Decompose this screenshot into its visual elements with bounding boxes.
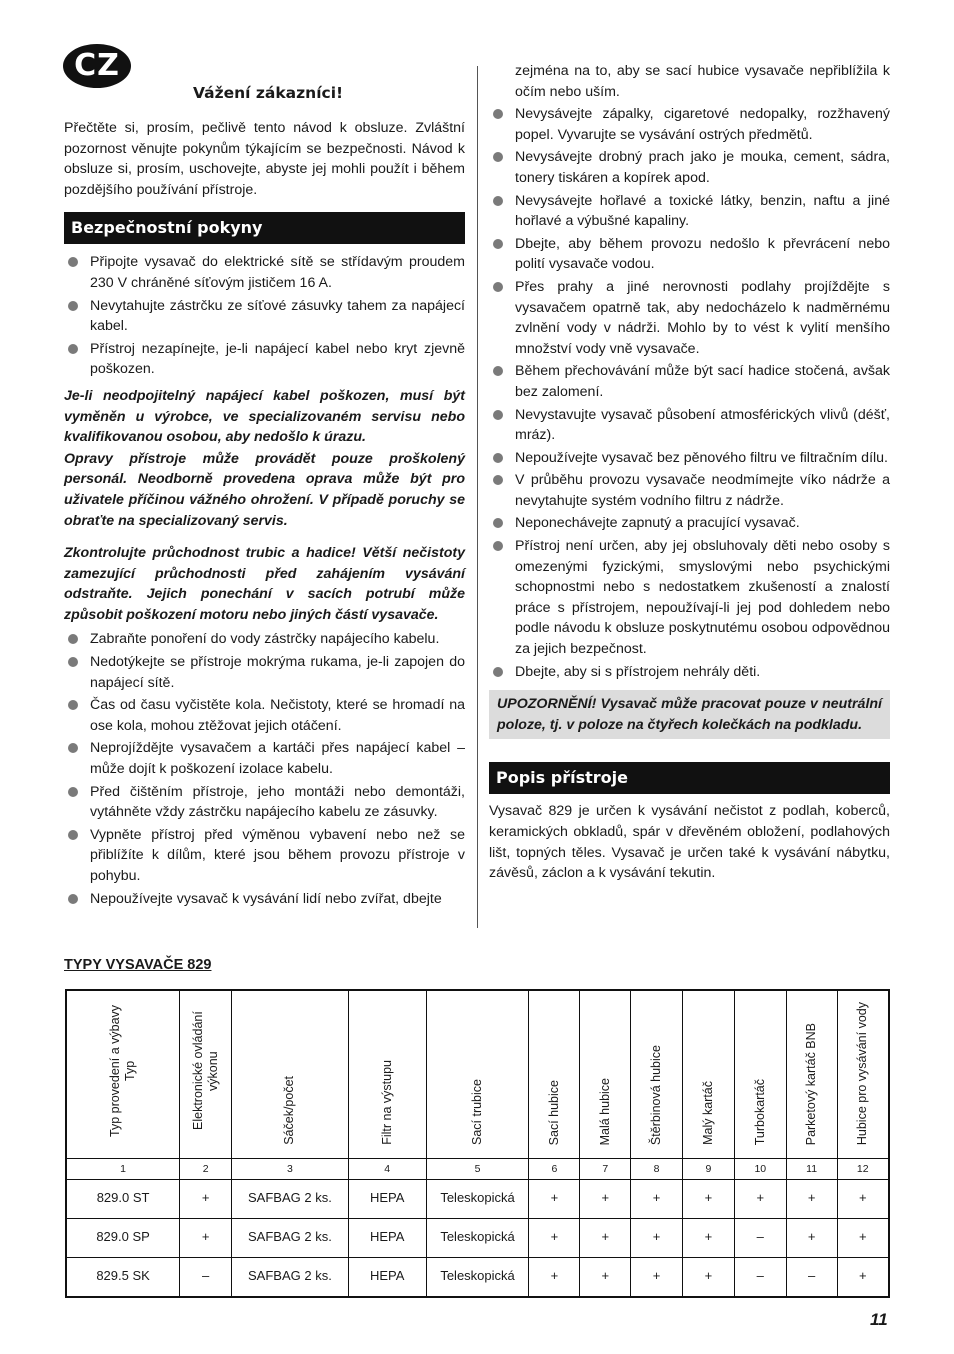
column-header-label: Turbokartáč: [752, 1078, 767, 1145]
bullet-item: Přístroj není určen, aby jej obsluhovaly děti nebo osoby s omezenými fyzickými, smyslovými nebo psychickými schopnostmi nebo s nedostatkem zkušeností a znalostí práce s přístrojem, nepoužívají-li jej pod dohledem nebo podle návodu k obsluze poskytnutému osobou odpovědnou za jejich bezpečnost.: [489, 536, 890, 660]
table-cell: +: [529, 1257, 580, 1297]
table-cell: +: [631, 1218, 683, 1257]
table-cell: –: [734, 1257, 786, 1297]
warning-cable: Je-li neodpojitelný napájecí kabel poškozen, musí být vyměněn u výrobce, ve specializovaném servisu nebo kvalifikovanou osobou, aby nedošlo k úrazu.: [64, 387, 465, 446]
table-cell: 829.5 SK: [66, 1257, 180, 1297]
bullet-item: Připojte vysavač do elektrické sítě se střídavým proudem 230 V chráněné síťovým jističem 16 A.: [64, 252, 465, 293]
table-cell: +: [837, 1257, 889, 1297]
column-divider: [477, 66, 478, 928]
safety-list-2: [64, 629, 465, 909]
bullet-item: Zabraňte ponoření do vody zástrčky napájecího kabelu.: [64, 629, 465, 650]
table-cell: HEPA: [348, 1257, 426, 1297]
column-header: [426, 990, 529, 1158]
table-cell: +: [180, 1179, 232, 1218]
table-cell: SAFBAG 2 ks.: [232, 1179, 349, 1218]
description-text: Vysavač 829 je určen k vysávání nečistot z podlah, koberců, keramických obkladů, spár v dřevěném obložení, podlahových lišt, topných těles. Vysavač je určen také k vysávání nábytku, závěsů, záclon a k vysávání tekutin.: [489, 803, 890, 882]
bullet-item: Neponechávejte zapnutý a pracující vysavač.: [489, 513, 890, 534]
column-number: 1: [66, 1158, 180, 1179]
table-row: [66, 1179, 889, 1218]
table-cell: –: [180, 1257, 232, 1297]
column-header: [348, 990, 426, 1158]
table-cell: HEPA: [348, 1179, 426, 1218]
bullet-item: Vypněte přístroj před výměnou vybavení nebo než se přiblížíte k dílům, které jsou během provozu přístroje v pohybu.: [64, 825, 465, 887]
column-header: [580, 990, 631, 1158]
column-header-label: Filtr na výstupu: [379, 1060, 394, 1145]
safety-list-3: [489, 104, 890, 682]
table-cell: +: [683, 1218, 735, 1257]
column-number: 10: [734, 1158, 786, 1179]
column-header-label: Hubice pro vysávání vody: [855, 1001, 870, 1145]
column-number: 5: [426, 1158, 529, 1179]
column-header: [180, 990, 232, 1158]
table-cell: +: [683, 1179, 735, 1218]
column-header: [683, 990, 735, 1158]
table-cell: Teleskopická: [426, 1257, 529, 1297]
column-header-label: Typ provedení a výbavy Typ: [108, 1004, 138, 1138]
table-cell: +: [786, 1179, 837, 1218]
column-header-label: Malý kartáč: [700, 1081, 715, 1145]
bullet-item: V průběhu provozu vysavače neodmímejte víko nádrže a nevytahujte systém vodního filtru z nádrže.: [489, 470, 890, 511]
column-number: 7: [580, 1158, 631, 1179]
bullet-item: Přes prahy a jiné nerovnosti podlahy projíždějte s vysavačem opatrně tak, aby nedocházelo k nadměrnému zvlnění vody v nádrži. Mohlo by to vést k vylití menšího množství vody vně vysavače.: [489, 277, 890, 359]
bullet-item: Nedotýkejte se přístroje mokrýma rukama, je-li zapojen do napájecí sítě.: [64, 652, 465, 693]
bullet-item: Čas od času vyčistěte kola. Nečistoty, které se hromadí na ose kola, mohou ztěžovat jejich otáčení.: [64, 695, 465, 736]
column-header-label: Malá hubice: [597, 1077, 612, 1145]
column-header-label: Sací trubice: [470, 1078, 485, 1145]
bullet-item: Během přechovávání může být sací hadice stočená, avšak bez zalomení.: [489, 361, 890, 402]
table-cell: Teleskopická: [426, 1179, 529, 1218]
table-cell: 829.0 SP: [66, 1218, 180, 1257]
bullet-item: Nevysávejte zápalky, cigaretové nedopalky, rozžhavený popel. Vyvarujte se vysávání ostrých předmětů.: [489, 104, 890, 145]
warning-note: UPOZORNĚNÍ! Vysavač může pracovat pouze v neutrální poloze, tj. v poloze na čtyřech kolečkách na podkladu.: [489, 690, 890, 739]
column-number: 4: [348, 1158, 426, 1179]
models-table: [65, 989, 890, 1298]
column-header: [837, 990, 889, 1158]
bullet-item: Nepoužívejte vysavač k vysávání lidí nebo zvířat, dbejte: [64, 889, 465, 910]
column-number: 9: [683, 1158, 735, 1179]
column-header-label: Parketový kartáč BNB: [804, 1022, 819, 1145]
table-cell: +: [529, 1179, 580, 1218]
column-header-label: Sací hubice: [546, 1079, 561, 1145]
column-number: 11: [786, 1158, 837, 1179]
table-cell: +: [837, 1179, 889, 1218]
table-cell: HEPA: [348, 1218, 426, 1257]
table-cell: –: [786, 1257, 837, 1297]
intro-text: Přečtěte si, prosím, pečlivě tento návod k obsluze. Zvláštní pozornost věnujte pokynům týkajícím se bezpečnosti. Návod k obsluze si, prosím, uschovejte, abyste jej mohli použít i během pozdějšího používání přístroje.: [64, 120, 465, 198]
column-header: [786, 990, 837, 1158]
column-header: [232, 990, 349, 1158]
table-cell: 829.0 ST: [66, 1179, 180, 1218]
column-header: [734, 990, 786, 1158]
language-badge: CZ: [63, 44, 131, 88]
column-number: 8: [631, 1158, 683, 1179]
table-cell: SAFBAG 2 ks.: [232, 1257, 349, 1297]
table-cell: +: [683, 1257, 735, 1297]
bullet-item: Dbejte, aby si s přístrojem nehrály děti.: [489, 662, 890, 683]
table-cell: +: [786, 1218, 837, 1257]
column-number: 12: [837, 1158, 889, 1179]
bullet-item: Neprojíždějte vysavačem a kartáči přes napájecí kabel – může dojít k poškození izolace kabelu.: [64, 738, 465, 779]
table-cell: +: [529, 1218, 580, 1257]
column-header: [631, 990, 683, 1158]
bullet-item: Před čištěním přístroje, jeho montáži nebo demontáži, vytáhněte vždy zástrčku napájecího kabelu ze zásuvky.: [64, 782, 465, 823]
bullet-item: Nevysávejte hořlavé a toxické látky, benzin, naftu a jiné hořlavé a výbušné kapaliny.: [489, 191, 890, 232]
safety-section-title: Bezpečnostní pokyny: [64, 212, 465, 244]
table-cell: +: [580, 1257, 631, 1297]
column-number: 3: [232, 1158, 349, 1179]
table-cell: +: [734, 1179, 786, 1218]
bullet-item: Nevysávejte drobný prach jako je mouka, cement, sádra, tonery tiskáren a kopírek apod.: [489, 147, 890, 188]
warning-repairs: Opravy přístroje může provádět pouze proškolený personál. Neodborně provedena oprava může být pro uživatele příčinou vážného ohrožení. V případě poruchy se obraťte na specializovaný servis.: [64, 450, 465, 529]
table-cell: +: [580, 1179, 631, 1218]
column-header: [66, 990, 180, 1158]
page-number: 11: [870, 1310, 888, 1329]
table-cell: +: [631, 1257, 683, 1297]
bullet-item: Dbejte, aby během provozu nedošlo k převrácení nebo polití vysavače vodou.: [489, 234, 890, 275]
column-header-label: Elektronické ovládání výkonu: [190, 1011, 220, 1131]
column-number: 6: [529, 1158, 580, 1179]
table-title: TYPY VYSAVAČE 829: [64, 957, 212, 973]
table-cell: +: [180, 1218, 232, 1257]
table-cell: SAFBAG 2 ks.: [232, 1218, 349, 1257]
list-continuation: zejména na to, aby se sací hubice vysavače nepřiblížila k očím nebo uším.: [515, 63, 890, 100]
column-header: [529, 990, 580, 1158]
table-cell: +: [631, 1179, 683, 1218]
table-row: [66, 1257, 889, 1297]
bullet-item: Přístroj nezapínejte, je-li napájecí kabel nebo kryt zjevně poškozen.: [64, 339, 465, 380]
bullet-item: Nevytahujte zástrčku ze síťové zásuvky tahem za napájecí kabel.: [64, 296, 465, 337]
bullet-item: Nevystavujte vysavač působení atmosférických vlivů (déšť, mráz).: [489, 405, 890, 446]
table-number-row: [66, 1158, 889, 1179]
safety-list-1: [64, 252, 465, 380]
table-cell: Teleskopická: [426, 1218, 529, 1257]
table-cell: +: [580, 1218, 631, 1257]
table-cell: +: [837, 1218, 889, 1257]
column-number: 2: [180, 1158, 232, 1179]
warning-tubes: Zkontrolujte průchodnost trubic a hadice! Větší nečistoty zamezující průchodnosti před zahájením vysávání odstraňte. Jejich ponechání v sacích potrubí může způsobit poškození motoru nebo jiných částí vysavače.: [64, 545, 465, 623]
left-column: [64, 118, 465, 911]
table-header-row: [66, 990, 889, 1158]
table-row: [66, 1218, 889, 1257]
description-section-title: Popis přístroje: [489, 762, 890, 794]
column-header-label: Sáček/počet: [282, 1076, 297, 1145]
right-column: [489, 61, 890, 884]
greeting-heading: Vážení zákazníci!: [193, 84, 344, 102]
column-header-label: Štěrbinová hubice: [649, 1044, 664, 1145]
bullet-item: Nepoužívejte vysavač bez pěnového filtru ve filtračním dílu.: [489, 448, 890, 469]
table-cell: –: [734, 1218, 786, 1257]
